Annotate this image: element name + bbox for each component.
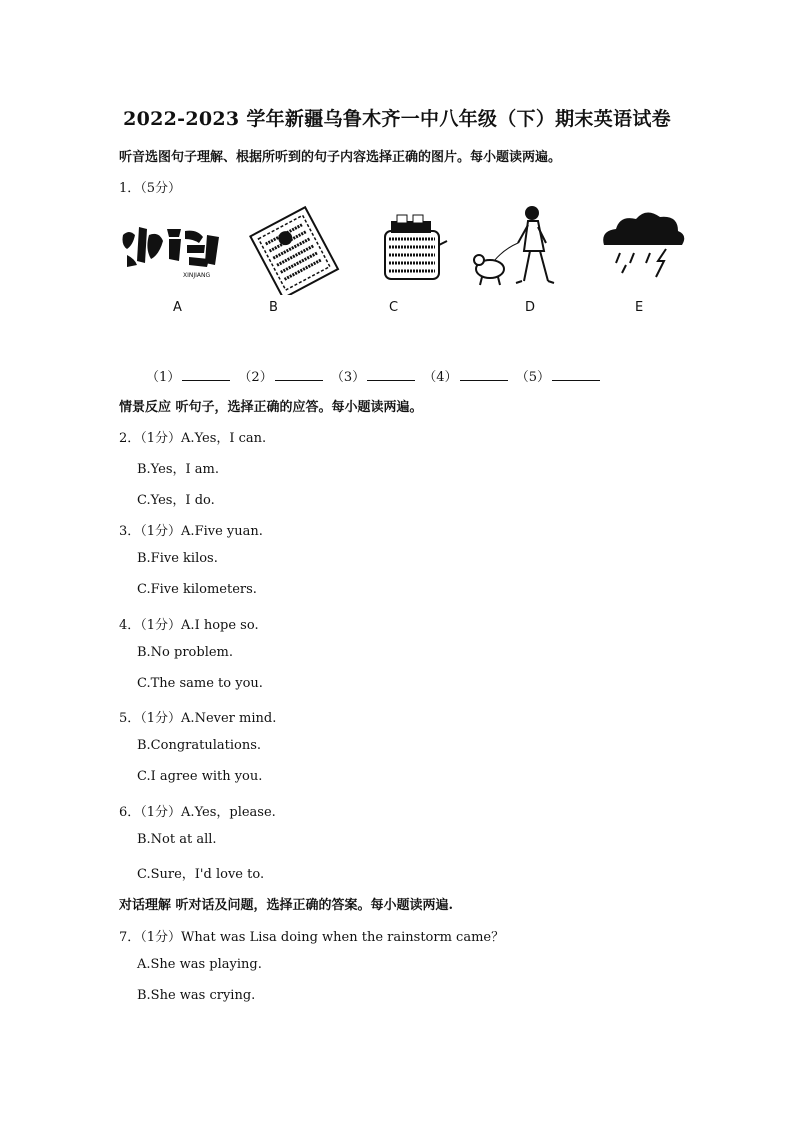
- answer-blank-3[interactable]: [367, 368, 415, 381]
- section-heading-dialogue: 对话理解 听对话及问题，选择正确的答案。每小题读两遍.: [119, 898, 454, 913]
- question-4-head: 4．（1分）A.I hope so.: [119, 618, 259, 633]
- blank-label-3: （3）: [330, 370, 366, 385]
- page-title: 2022-2023 学年新疆乌鲁木齐一中八年级（下）期末英语试卷: [123, 108, 671, 130]
- section-heading-response: 情景反应 听句子，选择正确的应答。每小题读两遍。: [119, 400, 423, 415]
- question-6-head: 6．（1分）A.Yes，please.: [119, 805, 276, 820]
- question-5-option-c: C.I agree with you.: [137, 769, 263, 784]
- question-3-option-c: C.Five kilometers.: [137, 582, 257, 597]
- question-7-option-a: A.She was playing.: [137, 957, 262, 972]
- picture-label-a: A: [173, 300, 182, 315]
- picture-d-walking-dog: [470, 205, 580, 295]
- question-3-head: 3．（1分）A.Five yuan.: [119, 524, 263, 539]
- picture-label-c: C: [389, 300, 399, 315]
- question-3-option-b: B.Five kilos.: [137, 551, 218, 566]
- question-4-option-b: B.No problem.: [137, 645, 234, 660]
- picture-label-e: E: [635, 300, 644, 315]
- question-2-head: 2．（1分）A.Yes，I can.: [119, 431, 267, 446]
- picture-label-d: D: [525, 300, 536, 315]
- question-5-option-b: B.Congratulations.: [137, 738, 262, 753]
- blank-label-1: （1）: [146, 370, 181, 385]
- picture-e-thunderstorm: [590, 205, 700, 295]
- question-2-option-b: B.Yes，I am.: [137, 462, 219, 477]
- picture-c-box: [357, 205, 467, 295]
- blank-label-4: （4）: [423, 370, 458, 385]
- question-1-head: 1．（5分）: [119, 181, 182, 196]
- picture-label-b: B: [269, 300, 278, 315]
- picture-row: [112, 205, 692, 325]
- question-4-option-c: C.The same to you.: [137, 676, 263, 691]
- picture-b-newspaper: [240, 205, 350, 295]
- blank-label-2: （2）: [238, 370, 273, 385]
- question-6-option-c: C.Sure，I'd love to.: [137, 867, 265, 882]
- question-5-head: 5．（1分）A.Never mind.: [119, 711, 277, 726]
- answer-blanks: [146, 366, 604, 385]
- question-7-head: 7．（1分）What was Lisa doing when the rainstorm came？: [119, 930, 505, 945]
- picture-a-xinjiang-logo: [117, 205, 227, 295]
- section-heading-listening: 听音选图句子理解、根据所听到的句子内容选择正确的图片。每小题读两遍。: [119, 150, 562, 165]
- answer-blank-4[interactable]: [460, 368, 508, 381]
- answer-blank-2[interactable]: [275, 368, 323, 381]
- question-2-option-c: C.Yes，I do.: [137, 493, 215, 508]
- question-7-option-b: B.She was crying.: [137, 988, 256, 1003]
- logo-caption: XINJIANG: [183, 272, 211, 279]
- blank-label-5: （5）: [515, 370, 550, 385]
- question-6-option-b: B.Not at all.: [137, 832, 217, 847]
- answer-blank-5[interactable]: [552, 368, 600, 381]
- answer-blank-1[interactable]: [182, 368, 230, 381]
